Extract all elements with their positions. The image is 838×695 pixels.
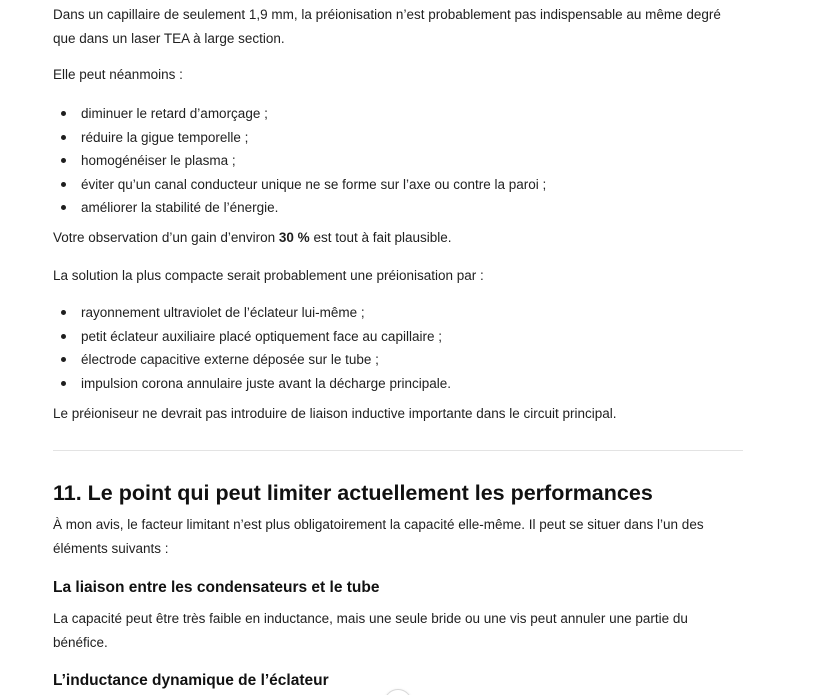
bullet-list-benefits [53,102,743,220]
subheading-capacitor-link: La liaison entre les condensateurs et le tube [53,579,380,596]
subheading-spark-gap-inductance: L’inductance dynamique de l’éclateur [53,672,329,689]
list-item [53,173,743,197]
list-item-text: rayonnement ultraviolet de l’éclateur lui-même ; [81,305,365,320]
bullet-icon [61,381,66,386]
bullet-icon [61,182,66,187]
bullet-list-solutions [53,301,743,395]
paragraph-closing: Le préioniseur ne devrait pas introduire de liaison inductive importante dans le circuit principal. [53,406,617,421]
list-item-text: réduire la gigue temporelle ; [81,129,249,145]
paragraph-lead-1: Elle peut néanmoins : [53,67,183,82]
paragraph-intro: Dans un capillaire de seulement 1,9 mm, la préionisation n’est probablement pas indispensable au même degré que dans un laser TEA à large section. [53,7,721,46]
section-divider [53,450,743,451]
list-item [53,102,743,126]
observation-text-after: est tout à fait plausible. [309,230,452,245]
scroll-down-button[interactable] [384,689,412,695]
list-item [53,325,743,349]
bullet-icon [61,158,66,163]
list-item [53,149,743,173]
section-intro: À mon avis, le facteur limitant n’est plus obligatoirement la capacité elle-même. Il peut se situer dans l’un des éléments suivants : [53,517,704,556]
list-item-text: électrode capacitive externe déposée sur le tube ; [81,352,379,367]
list-item [53,126,743,150]
paragraph-lead-2: La solution la plus compacte serait probablement une préionisation par : [53,268,484,283]
paragraph-capacitor-link: La capacité peut être très faible en inductance, mais une seule bride ou une vis peut annuler une partie du bénéfice. [53,611,688,650]
observation-gain-value: 30 % [278,230,310,245]
bullet-icon [61,111,66,116]
bullet-icon [61,135,66,140]
list-item [53,196,743,220]
list-item [53,372,743,396]
list-item-text: petit éclateur auxiliaire placé optiquement face au capillaire ; [81,328,442,344]
list-item [53,301,743,325]
list-item-text: impulsion corona annulaire juste avant la décharge principale. [81,375,451,391]
bullet-icon [61,334,66,339]
section-heading: 11. Le point qui peut limiter actuellement les performances [53,481,653,505]
list-item-text: homogénéiser le plasma ; [81,153,236,168]
bullet-icon [61,357,66,362]
observation-text-before: Votre observation d’un gain d’environ [53,230,279,245]
list-item-text: diminuer le retard d’amorçage ; [81,106,268,121]
list-item [53,348,743,372]
paragraph-observation [53,226,452,250]
list-item-text: améliorer la stabilité de l’énergie. [81,200,279,215]
bullet-icon [61,310,66,315]
bullet-icon [61,205,66,210]
list-item-text: éviter qu’un canal conducteur unique ne se forme sur l’axe ou contre la paroi ; [81,176,547,192]
